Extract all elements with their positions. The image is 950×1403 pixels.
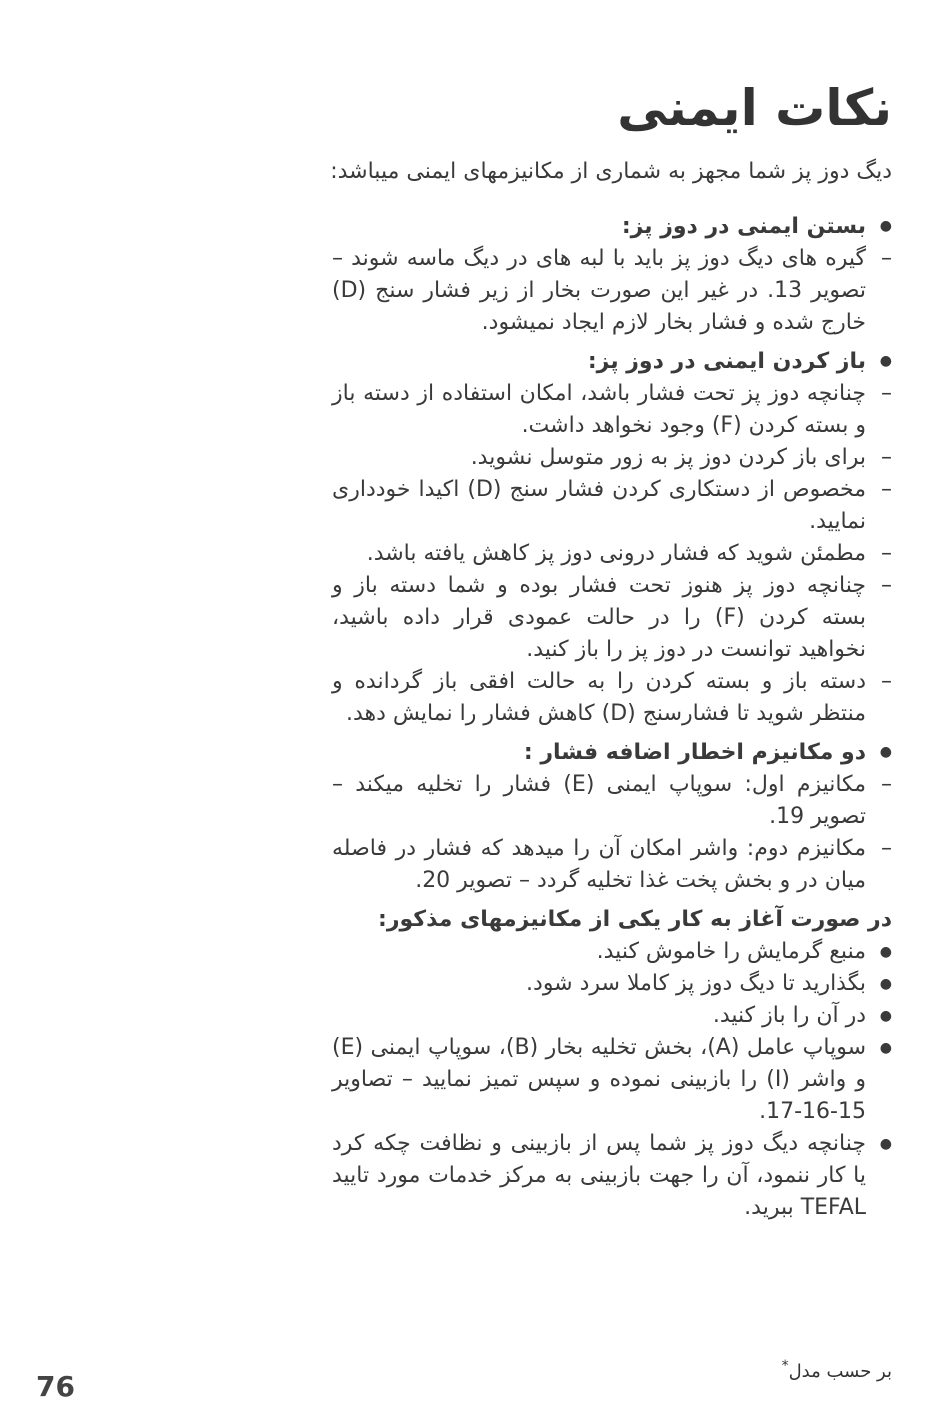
list-item: ● چنانچه دیگ دوز پز شما پس از بازبینی و نظافت چکه کرد یا کار ننمود، آن را جهت بازبینی به مرکز خدمات مورد تایید TEFAL ببرید. (332, 1128, 892, 1224)
section-activation (332, 903, 892, 1224)
list-item: ● منبع گرمایش را خاموش کنید. (332, 936, 892, 968)
section-overpressure (332, 736, 892, 897)
list-item: – برای باز کردن دوز پز به زور متوسل نشوید. (332, 442, 892, 474)
intro-paragraph: دیگ دوز پز شما مجهز به شماری از مکانیزمهای ایمنی میباشد: (330, 158, 892, 184)
list-item: – مخصوص از دستکاری کردن فشار سنج (D) اکیدا خودداری نمایید. (332, 474, 892, 538)
section-lock (332, 210, 892, 339)
footnote (782, 1358, 892, 1382)
page-number: 76 (36, 1370, 75, 1403)
footnote-mark: * (781, 1358, 789, 1374)
list-item: – مکانیزم اول: سوپاپ ایمنی (E) فشار را تخلیه میکند – تصویر 19. (332, 769, 892, 833)
section-opening (332, 345, 892, 730)
list-item: – گیره های دیگ دوز پز باید با لبه های در دیگ ماسه شوند – تصویر 13. در غیر این صورت بخار از زیر فشار سنج (D) خارج شده و فشار بخار لازم ایجاد نمیشود. (332, 243, 892, 339)
content-column (332, 80, 892, 1230)
section-heading: ● باز کردن ایمنی در دوز پز: (332, 345, 892, 378)
section-heading: در صورت آغاز به کار یکی از مکانیزمهای مذکور: (378, 906, 892, 932)
list-item: – مکانیزم دوم: واشر امکان آن را میدهد که فشار در فاصله میان در و بخش پخت غذا تخلیه گردد – تصویر 20. (332, 833, 892, 897)
list-item: – چنانچه دوز پز تحت فشار باشد، امکان استفاده از دسته باز و بسته کردن (F) وجود نخواهد داشت. (332, 378, 892, 442)
list-item: ● بگذارید تا دیگ دوز پز کاملا سرد شود. (332, 968, 892, 1000)
section-heading: ● بستن ایمنی در دوز پز: (332, 210, 892, 243)
page-title: نکات ایمنی (617, 79, 892, 137)
list-item: ● سوپاپ عامل (A)، بخش تخلیه بخار (B)، سوپاپ ایمنی (E) و واشر (I) را بازبینی نموده و سپس تمیز نمایید – تصاویر 15-16-17. (332, 1032, 892, 1128)
list-item: – مطمئن شوید که فشار درونی دوز پز کاهش یافته باشد. (332, 538, 892, 570)
section-heading: ● دو مکانیزم اخطار اضافه فشار : (332, 736, 892, 769)
list-item: – چنانچه دوز پز هنوز تحت فشار بوده و شما دسته باز و بسته کردن (F) را در حالت عمودی قرار داده باشید، نخواهید توانست در دوز پز را باز کنید. (332, 570, 892, 666)
footnote-text: بر حسب مدل (788, 1361, 892, 1382)
list-item: ● در آن را باز کنید. (332, 1000, 892, 1032)
list-item: – دسته باز و بسته کردن را به حالت افقی باز گردانده و منتظر شوید تا فشارسنج (D) کاهش فشار را نمایش دهد. (332, 666, 892, 730)
